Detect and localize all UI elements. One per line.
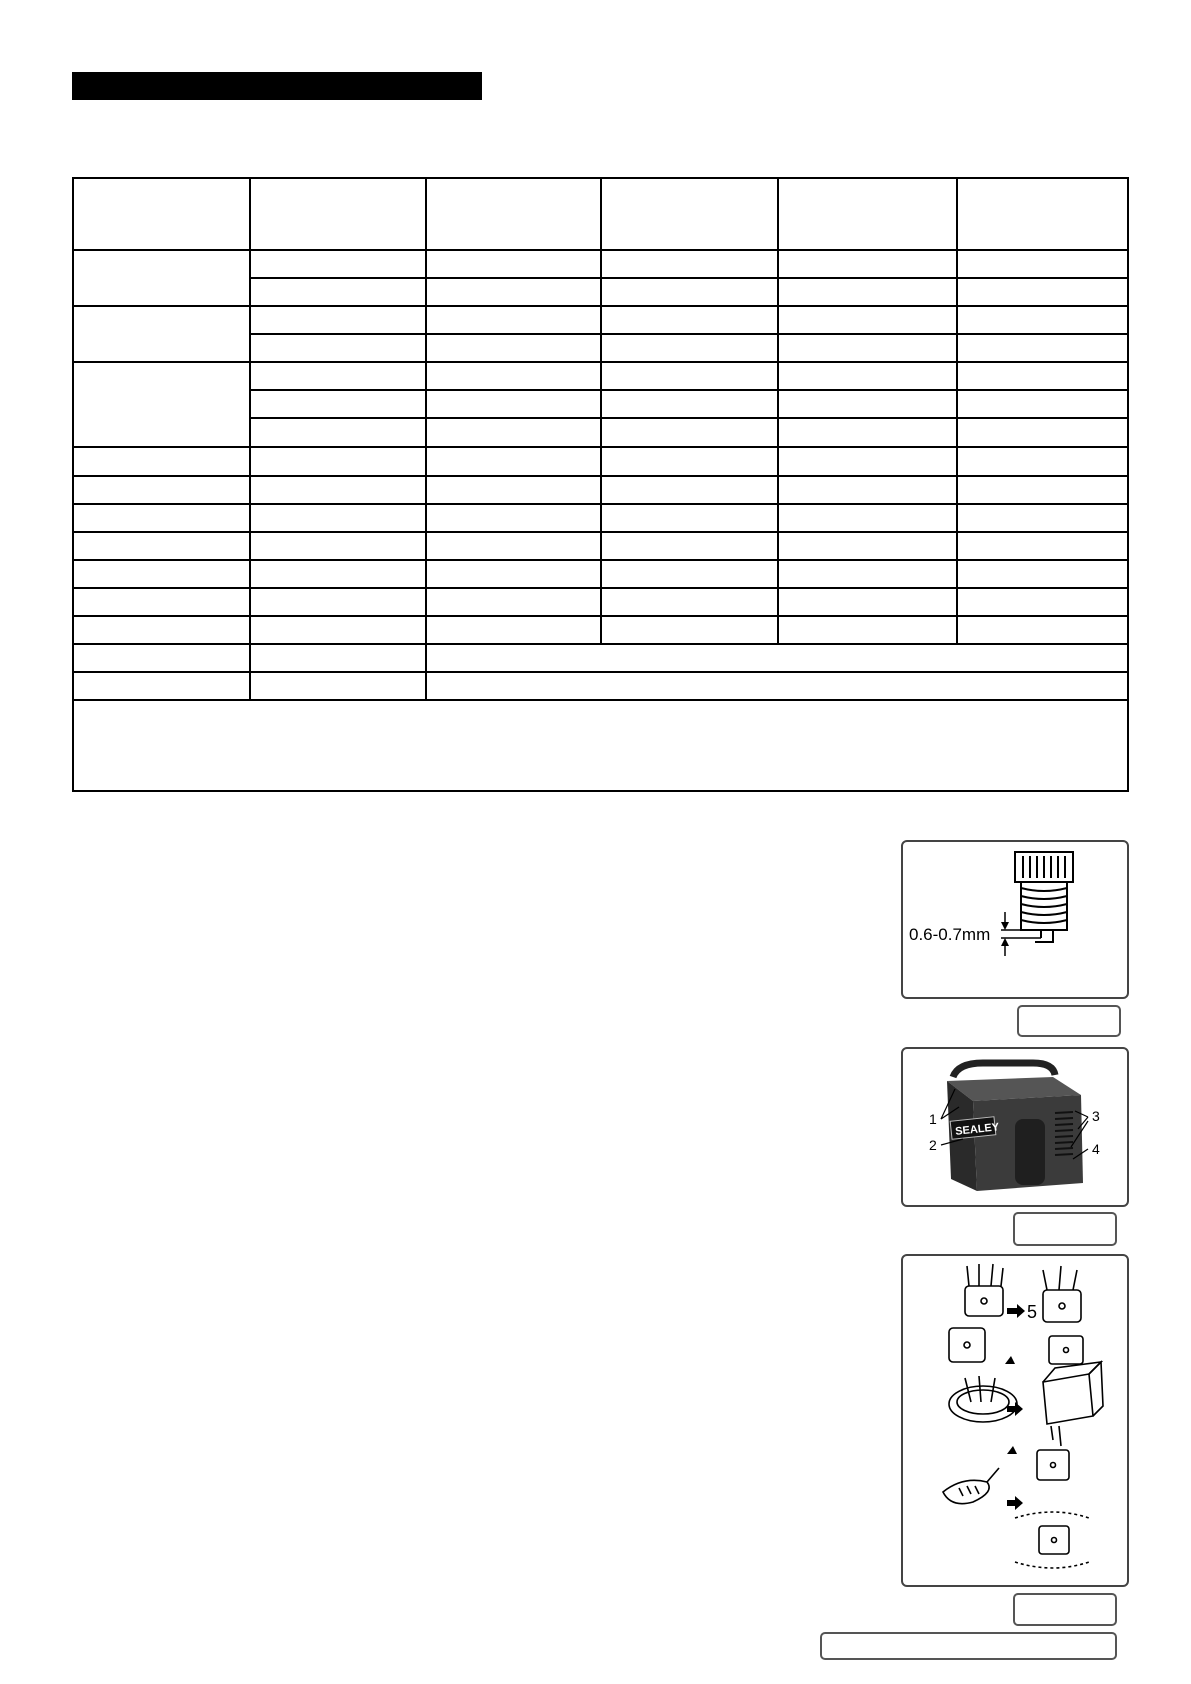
callout-3: 3: [1092, 1108, 1100, 1124]
callout-4: 4: [1092, 1141, 1100, 1157]
figure-spark-plug-gap: [901, 840, 1129, 999]
figure-1-caption-box: [1017, 1005, 1121, 1037]
figure-air-filter-cleaning: [901, 1254, 1129, 1587]
air-filter-steps-illustration: [903, 1256, 1127, 1585]
table-grid-lines: [72, 177, 1129, 792]
generator-brand-label: SEALEY: [954, 1121, 1000, 1138]
figure-generator-parts: [901, 1047, 1129, 1207]
gap-measurement-label: 0.6-0.7mm: [909, 925, 991, 944]
figure-2-caption-box: [1013, 1212, 1117, 1246]
figure-3-caption-box: [1013, 1593, 1117, 1626]
generator-illustration: [903, 1049, 1127, 1205]
spark-plug-illustration: [903, 842, 1127, 997]
section-title-bar: [72, 72, 482, 100]
step-5-label: 5: [1027, 1302, 1038, 1322]
footer-reference-box: [820, 1632, 1117, 1660]
callout-1: 1: [929, 1111, 937, 1127]
maintenance-schedule-table: [72, 177, 1129, 792]
callout-2: 2: [929, 1137, 937, 1153]
